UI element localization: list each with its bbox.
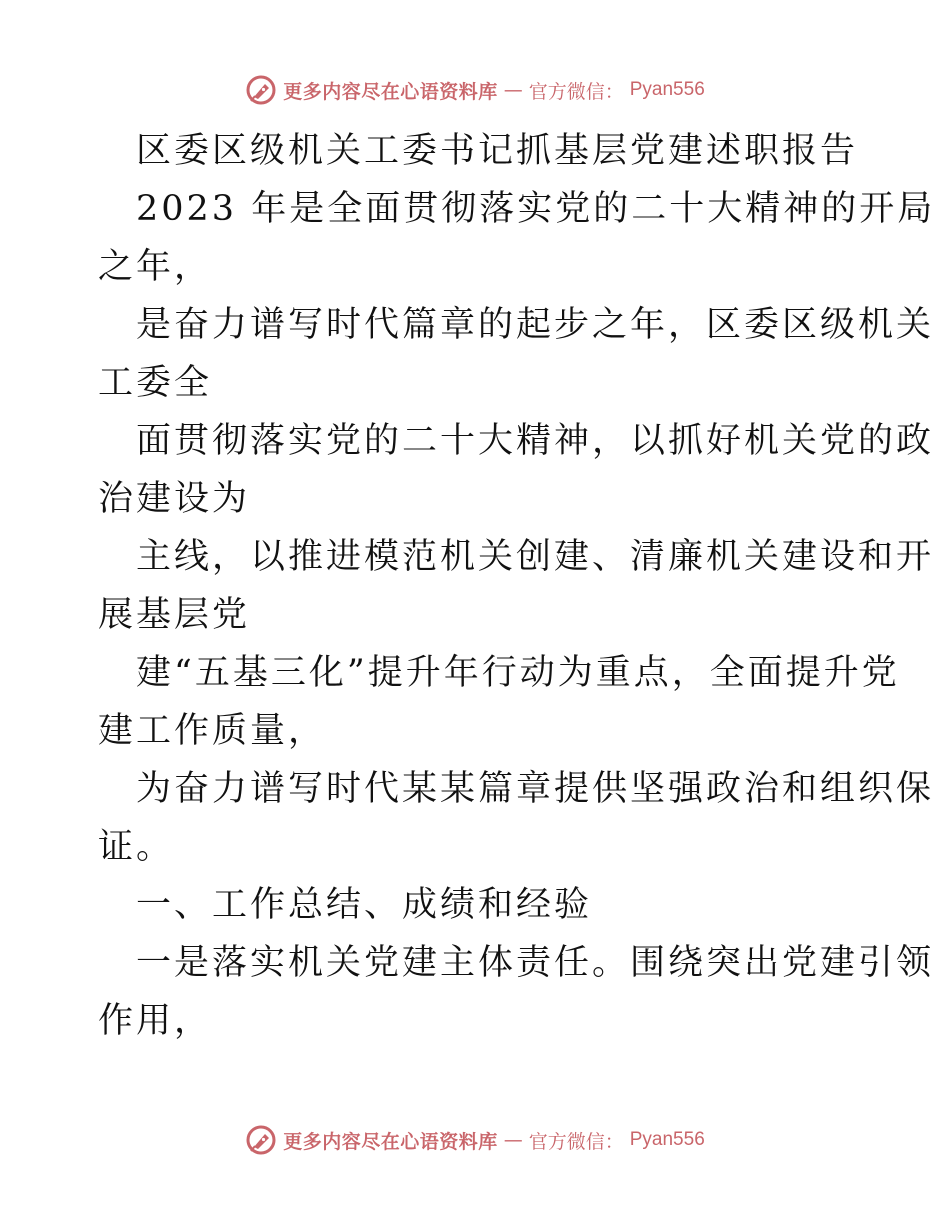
text-line: 工委全 bbox=[98, 363, 213, 403]
header-watermark bbox=[0, 70, 950, 110]
text-line: 一是落实机关党建主体责任。围绕突出党建引领 bbox=[136, 943, 935, 983]
watermark-wechat-id: Pyan556 bbox=[629, 1129, 705, 1150]
text-line: 为奋力谱写时代某某篇章提供坚强政治和组织保 bbox=[136, 769, 935, 809]
text-line: 作用， bbox=[98, 1001, 213, 1041]
text-line: 一、工作总结、成绩和经验 bbox=[136, 885, 593, 925]
watermark-sub-text: 官方微信： bbox=[528, 1130, 624, 1153]
text-line: 证。 bbox=[98, 827, 175, 867]
text-line: 面贯彻落实党的二十大精神，以抓好机关党的政 bbox=[136, 421, 935, 461]
text-line: 之年， bbox=[98, 247, 213, 287]
document-body bbox=[98, 122, 936, 1050]
text-line: 是奋力谱写时代篇章的起步之年，区委区级机关 bbox=[136, 305, 935, 345]
text-line: 治建设为 bbox=[98, 479, 251, 519]
text-line: 2023 年是全面贯彻落实党的二十大精神的开局 bbox=[136, 189, 936, 229]
text-line: 建“五基三化”提升年行动为重点，全面提升党 bbox=[136, 653, 900, 693]
text-line: 展基层党 bbox=[98, 595, 251, 635]
pen-nib-logo-icon bbox=[245, 74, 277, 106]
watermark-main-text: 更多内容尽在心语资料库 bbox=[283, 1130, 498, 1153]
text-line: 建工作质量， bbox=[98, 711, 327, 751]
watermark-main-text: 更多内容尽在心语资料库 bbox=[283, 80, 498, 103]
watermark-wechat-id: Pyan556 bbox=[629, 79, 705, 100]
pen-nib-logo-icon bbox=[245, 1124, 277, 1156]
text-line: 区委区级机关工委书记抓基层党建述职报告 bbox=[136, 131, 859, 171]
watermark-sub-text: 官方微信： bbox=[528, 80, 624, 103]
watermark-separator: — bbox=[503, 79, 523, 101]
text-line: 主线，以推进模范机关创建、清廉机关建设和开 bbox=[136, 537, 935, 577]
watermark-separator: — bbox=[503, 1129, 523, 1151]
footer-watermark bbox=[0, 1120, 950, 1160]
